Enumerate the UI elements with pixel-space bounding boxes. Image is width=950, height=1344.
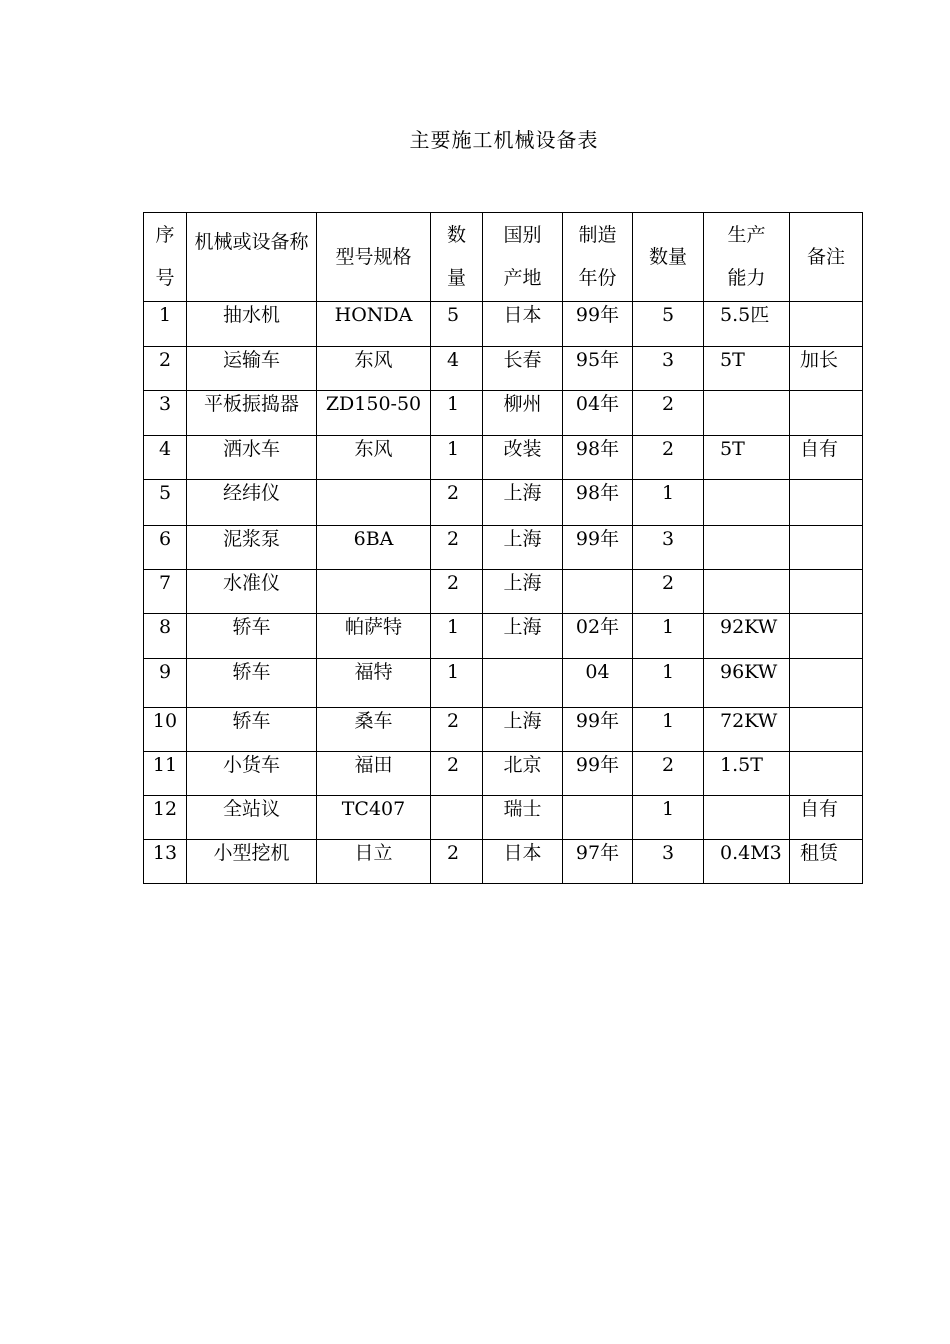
cell-qty2: [633, 391, 704, 436]
header-no-line1: 序: [155, 224, 175, 246]
cell-capacity: [704, 570, 790, 614]
cell-no: [144, 526, 187, 570]
cell-qty2: [633, 659, 704, 708]
cell-qty: [431, 614, 483, 659]
cell-model-text: HONDA: [334, 304, 413, 326]
cell-no-text: 3: [158, 393, 172, 415]
cell-no: [144, 480, 187, 526]
cell-qty-text: 2: [447, 528, 460, 550]
cell-name-text: 洒水车: [222, 438, 280, 460]
cell-qty-text: 4: [447, 349, 460, 371]
cell-model: [317, 526, 431, 570]
cell-qty2: [633, 526, 704, 570]
cell-year-text: 02年: [575, 616, 620, 638]
cell-qty2: [633, 752, 704, 796]
cell-note: [790, 796, 863, 840]
cell-note: [790, 436, 863, 480]
table-row: [144, 752, 863, 796]
cell-origin-text: 日本: [503, 842, 542, 864]
cell-year: [563, 659, 633, 708]
table-row: [144, 840, 863, 884]
cell-no-text: 2: [158, 349, 172, 371]
cell-model: [317, 570, 431, 614]
header-qty-line1: 数: [446, 224, 466, 246]
cell-year-text: 98年: [575, 482, 620, 504]
cell-qty2: [633, 436, 704, 480]
cell-capacity-text: 5.5匹: [720, 304, 770, 326]
cell-origin-text: 上海: [503, 710, 542, 732]
table-row: [144, 614, 863, 659]
cell-qty: [431, 302, 483, 347]
cell-capacity-text: 1.5T: [720, 754, 763, 776]
cell-name: [187, 614, 317, 659]
cell-qty2-text: 3: [661, 528, 675, 550]
cell-note: [790, 570, 863, 614]
cell-no-text: 5: [158, 482, 172, 504]
cell-name-text: 小货车: [222, 754, 280, 776]
cell-no: [144, 436, 187, 480]
cell-qty: [431, 480, 483, 526]
cell-model-text: 福田: [354, 754, 393, 776]
cell-qty2: [633, 302, 704, 347]
cell-origin-text: 日本: [503, 304, 542, 326]
cell-model: [317, 796, 431, 840]
cell-qty: [431, 436, 483, 480]
cell-qty-text: 1: [447, 661, 460, 683]
cell-model: [317, 391, 431, 436]
cell-year-text: 97年: [575, 842, 620, 864]
header-year-line2: 年份: [578, 267, 617, 289]
cell-note-text: 租赁: [800, 842, 839, 864]
cell-origin-text: 北京: [503, 754, 542, 776]
cell-qty: [431, 659, 483, 708]
cell-qty2-text: 2: [661, 754, 675, 776]
cell-year: [563, 526, 633, 570]
cell-origin: [483, 436, 563, 480]
cell-origin: [483, 659, 563, 708]
cell-qty: [431, 752, 483, 796]
cell-model: [317, 659, 431, 708]
cell-model: [317, 302, 431, 347]
table-row: [144, 796, 863, 840]
table-row: [144, 570, 863, 614]
cell-note: [790, 480, 863, 526]
cell-no-text: 12: [152, 798, 178, 820]
cell-qty2-text: 2: [661, 438, 675, 460]
cell-qty2-text: 1: [661, 616, 675, 638]
cell-year: [563, 480, 633, 526]
cell-note: [790, 391, 863, 436]
cell-model-text: 东风: [354, 438, 393, 460]
cell-origin: [483, 708, 563, 752]
cell-year: [563, 752, 633, 796]
cell-note: [790, 526, 863, 570]
cell-origin: [483, 526, 563, 570]
cell-no: [144, 347, 187, 391]
cell-no: [144, 840, 187, 884]
cell-origin: [483, 480, 563, 526]
cell-qty: [431, 391, 483, 436]
cell-capacity: [704, 708, 790, 752]
cell-qty-text: 5: [447, 304, 460, 326]
cell-capacity: [704, 347, 790, 391]
cell-no-text: 9: [158, 661, 172, 683]
cell-name-text: 轿车: [232, 710, 271, 732]
cell-year: [563, 708, 633, 752]
cell-name: [187, 752, 317, 796]
header-no-line2: 号: [155, 267, 175, 289]
cell-qty: [431, 840, 483, 884]
cell-origin: [483, 347, 563, 391]
cell-name: [187, 840, 317, 884]
header-origin-line2: 产地: [503, 267, 542, 289]
cell-origin-text: 上海: [503, 528, 542, 550]
cell-qty-text: 2: [447, 710, 460, 732]
cell-name: [187, 391, 317, 436]
cell-note: [790, 614, 863, 659]
cell-no: [144, 614, 187, 659]
header-cell-name: [187, 213, 317, 302]
cell-qty: [431, 526, 483, 570]
header-cell-note: [790, 213, 863, 302]
cell-qty2: [633, 796, 704, 840]
cell-year-text: 99年: [575, 304, 620, 326]
cell-year: [563, 570, 633, 614]
cell-name-text: 平板振捣器: [203, 393, 299, 415]
cell-qty2-text: 1: [661, 798, 675, 820]
header-cell-model: [317, 213, 431, 302]
cell-qty2: [633, 570, 704, 614]
cell-qty: [431, 708, 483, 752]
cell-name-text: 水准仪: [222, 572, 280, 594]
cell-capacity-text: 92KW: [720, 616, 778, 638]
cell-origin-text: 瑞士: [503, 798, 542, 820]
cell-capacity: [704, 659, 790, 708]
cell-model-text: ZD150-50: [325, 393, 422, 415]
table-row: [144, 347, 863, 391]
cell-name: [187, 436, 317, 480]
cell-no-text: 13: [152, 842, 178, 864]
cell-qty-text: 2: [447, 754, 460, 776]
cell-qty2-text: 5: [661, 304, 675, 326]
cell-note: [790, 302, 863, 347]
cell-model: [317, 752, 431, 796]
cell-note: [790, 659, 863, 708]
cell-year: [563, 840, 633, 884]
cell-no-text: 10: [152, 710, 178, 732]
cell-no-text: 11: [152, 754, 178, 776]
table-row: [144, 526, 863, 570]
header-cell-capacity: [704, 213, 790, 302]
cell-capacity-text: 96KW: [720, 661, 778, 683]
cell-year-text: 04: [585, 661, 610, 683]
cell-no-text: 4: [158, 438, 172, 460]
table-row: [144, 436, 863, 480]
cell-origin: [483, 614, 563, 659]
header-origin-line1: 国别: [503, 224, 542, 246]
table-row: [144, 302, 863, 347]
cell-name-text: 全站议: [222, 798, 280, 820]
cell-capacity: [704, 796, 790, 840]
cell-note-text: 自有: [800, 798, 839, 820]
cell-capacity-text: 5T: [720, 438, 745, 460]
cell-origin: [483, 302, 563, 347]
cell-model: [317, 708, 431, 752]
cell-year-text: 99年: [575, 528, 620, 550]
cell-origin-text: 上海: [503, 572, 542, 594]
cell-model: [317, 480, 431, 526]
cell-capacity-text: 72KW: [720, 710, 778, 732]
header-note: 备注: [806, 245, 845, 268]
cell-qty-text: 2: [447, 572, 460, 594]
cell-qty-text: 1: [447, 438, 460, 460]
cell-capacity-text: 5T: [720, 349, 745, 371]
cell-qty2: [633, 708, 704, 752]
cell-year: [563, 614, 633, 659]
cell-qty2-text: 2: [661, 393, 675, 415]
header-capacity-line1: 生产: [727, 224, 766, 246]
cell-qty-text: 1: [447, 393, 460, 415]
cell-capacity: [704, 302, 790, 347]
cell-qty2: [633, 840, 704, 884]
cell-qty2-text: 1: [661, 661, 675, 683]
cell-qty-text: 2: [447, 842, 460, 864]
cell-model: [317, 347, 431, 391]
cell-name-text: 经纬仪: [222, 482, 280, 504]
cell-capacity: [704, 526, 790, 570]
cell-note: [790, 347, 863, 391]
cell-name: [187, 302, 317, 347]
cell-model: [317, 436, 431, 480]
cell-qty2: [633, 480, 704, 526]
header-name: 机械或设备称: [194, 231, 309, 253]
cell-name-text: 轿车: [232, 661, 271, 683]
page-title: 主要施工机械设备表: [409, 128, 599, 152]
cell-no: [144, 570, 187, 614]
header-year-line1: 制造: [578, 224, 617, 246]
cell-year-text: 98年: [575, 438, 620, 460]
cell-qty2: [633, 614, 704, 659]
cell-qty2-text: 3: [661, 842, 675, 864]
cell-qty: [431, 796, 483, 840]
cell-origin-text: 柳州: [503, 393, 542, 415]
cell-note: [790, 752, 863, 796]
equipment-table: [143, 212, 863, 884]
cell-name: [187, 659, 317, 708]
cell-model: [317, 840, 431, 884]
cell-qty: [431, 347, 483, 391]
table-row: [144, 480, 863, 526]
cell-no: [144, 391, 187, 436]
cell-capacity: [704, 436, 790, 480]
table-body: [144, 302, 863, 884]
cell-model-text: 帕萨特: [344, 616, 402, 638]
cell-no-text: 7: [158, 572, 172, 594]
cell-no: [144, 659, 187, 708]
cell-no-text: 8: [158, 616, 172, 638]
cell-model-text: 东风: [354, 349, 393, 371]
cell-name: [187, 480, 317, 526]
cell-capacity: [704, 752, 790, 796]
cell-qty-text: 1: [447, 616, 460, 638]
cell-name-text: 泥浆泵: [222, 528, 280, 550]
cell-model-text: 6BA: [353, 528, 394, 550]
cell-year: [563, 302, 633, 347]
cell-no: [144, 302, 187, 347]
cell-year-text: 95年: [575, 349, 620, 371]
cell-qty2-text: 1: [661, 482, 675, 504]
cell-year: [563, 347, 633, 391]
cell-no-text: 6: [158, 528, 172, 550]
header-cell-qty2: [633, 213, 704, 302]
cell-capacity-text: 0.4M3: [720, 842, 782, 864]
cell-capacity: [704, 391, 790, 436]
cell-no: [144, 708, 187, 752]
header-cell-qty: [431, 213, 483, 302]
cell-origin: [483, 391, 563, 436]
cell-year-text: 99年: [575, 710, 620, 732]
cell-model-text: 日立: [354, 842, 393, 864]
cell-qty2-text: 3: [661, 349, 675, 371]
cell-qty: [431, 570, 483, 614]
cell-origin: [483, 840, 563, 884]
header-row: [144, 213, 863, 302]
header-capacity-line2: 能力: [727, 267, 766, 289]
cell-origin: [483, 570, 563, 614]
cell-capacity: [704, 614, 790, 659]
cell-model-text: 福特: [354, 661, 393, 683]
header-cell-no: [144, 213, 187, 302]
cell-note: [790, 708, 863, 752]
cell-note-text: 自有: [800, 438, 839, 460]
cell-model-text: TC407: [341, 798, 406, 820]
header-model: 型号规格: [335, 245, 412, 268]
cell-capacity: [704, 480, 790, 526]
cell-year: [563, 436, 633, 480]
cell-origin: [483, 752, 563, 796]
table-row: [144, 659, 863, 708]
cell-note: [790, 840, 863, 884]
header-cell-origin: [483, 213, 563, 302]
cell-qty2-text: 1: [661, 710, 675, 732]
cell-year: [563, 796, 633, 840]
cell-name-text: 轿车: [232, 616, 271, 638]
cell-no: [144, 796, 187, 840]
cell-qty2: [633, 347, 704, 391]
cell-year: [563, 391, 633, 436]
cell-qty2-text: 2: [661, 572, 675, 594]
cell-name: [187, 526, 317, 570]
cell-origin-text: 上海: [503, 482, 542, 504]
cell-name-text: 小型挖机: [213, 842, 290, 864]
cell-name: [187, 347, 317, 391]
cell-origin-text: 上海: [503, 616, 542, 638]
cell-year-text: 04年: [575, 393, 620, 415]
header-cell-year: [563, 213, 633, 302]
cell-capacity: [704, 840, 790, 884]
cell-name-text: 抽水机: [222, 304, 280, 326]
header-qty-line2: 量: [446, 267, 466, 289]
cell-origin: [483, 796, 563, 840]
cell-origin-text: 改装: [503, 438, 542, 460]
cell-note-text: 加长: [800, 349, 839, 371]
table-row: [144, 391, 863, 436]
cell-name: [187, 796, 317, 840]
cell-name-text: 运输车: [222, 349, 280, 371]
cell-qty-text: 2: [447, 482, 460, 504]
cell-model: [317, 614, 431, 659]
cell-model-text: 桑车: [354, 710, 393, 732]
table-row: [144, 708, 863, 752]
cell-year-text: 99年: [575, 754, 620, 776]
cell-origin-text: 长春: [503, 349, 542, 371]
cell-name: [187, 570, 317, 614]
cell-no-text: 1: [158, 304, 172, 326]
cell-no: [144, 752, 187, 796]
header-qty2: 数量: [648, 245, 687, 268]
cell-name: [187, 708, 317, 752]
